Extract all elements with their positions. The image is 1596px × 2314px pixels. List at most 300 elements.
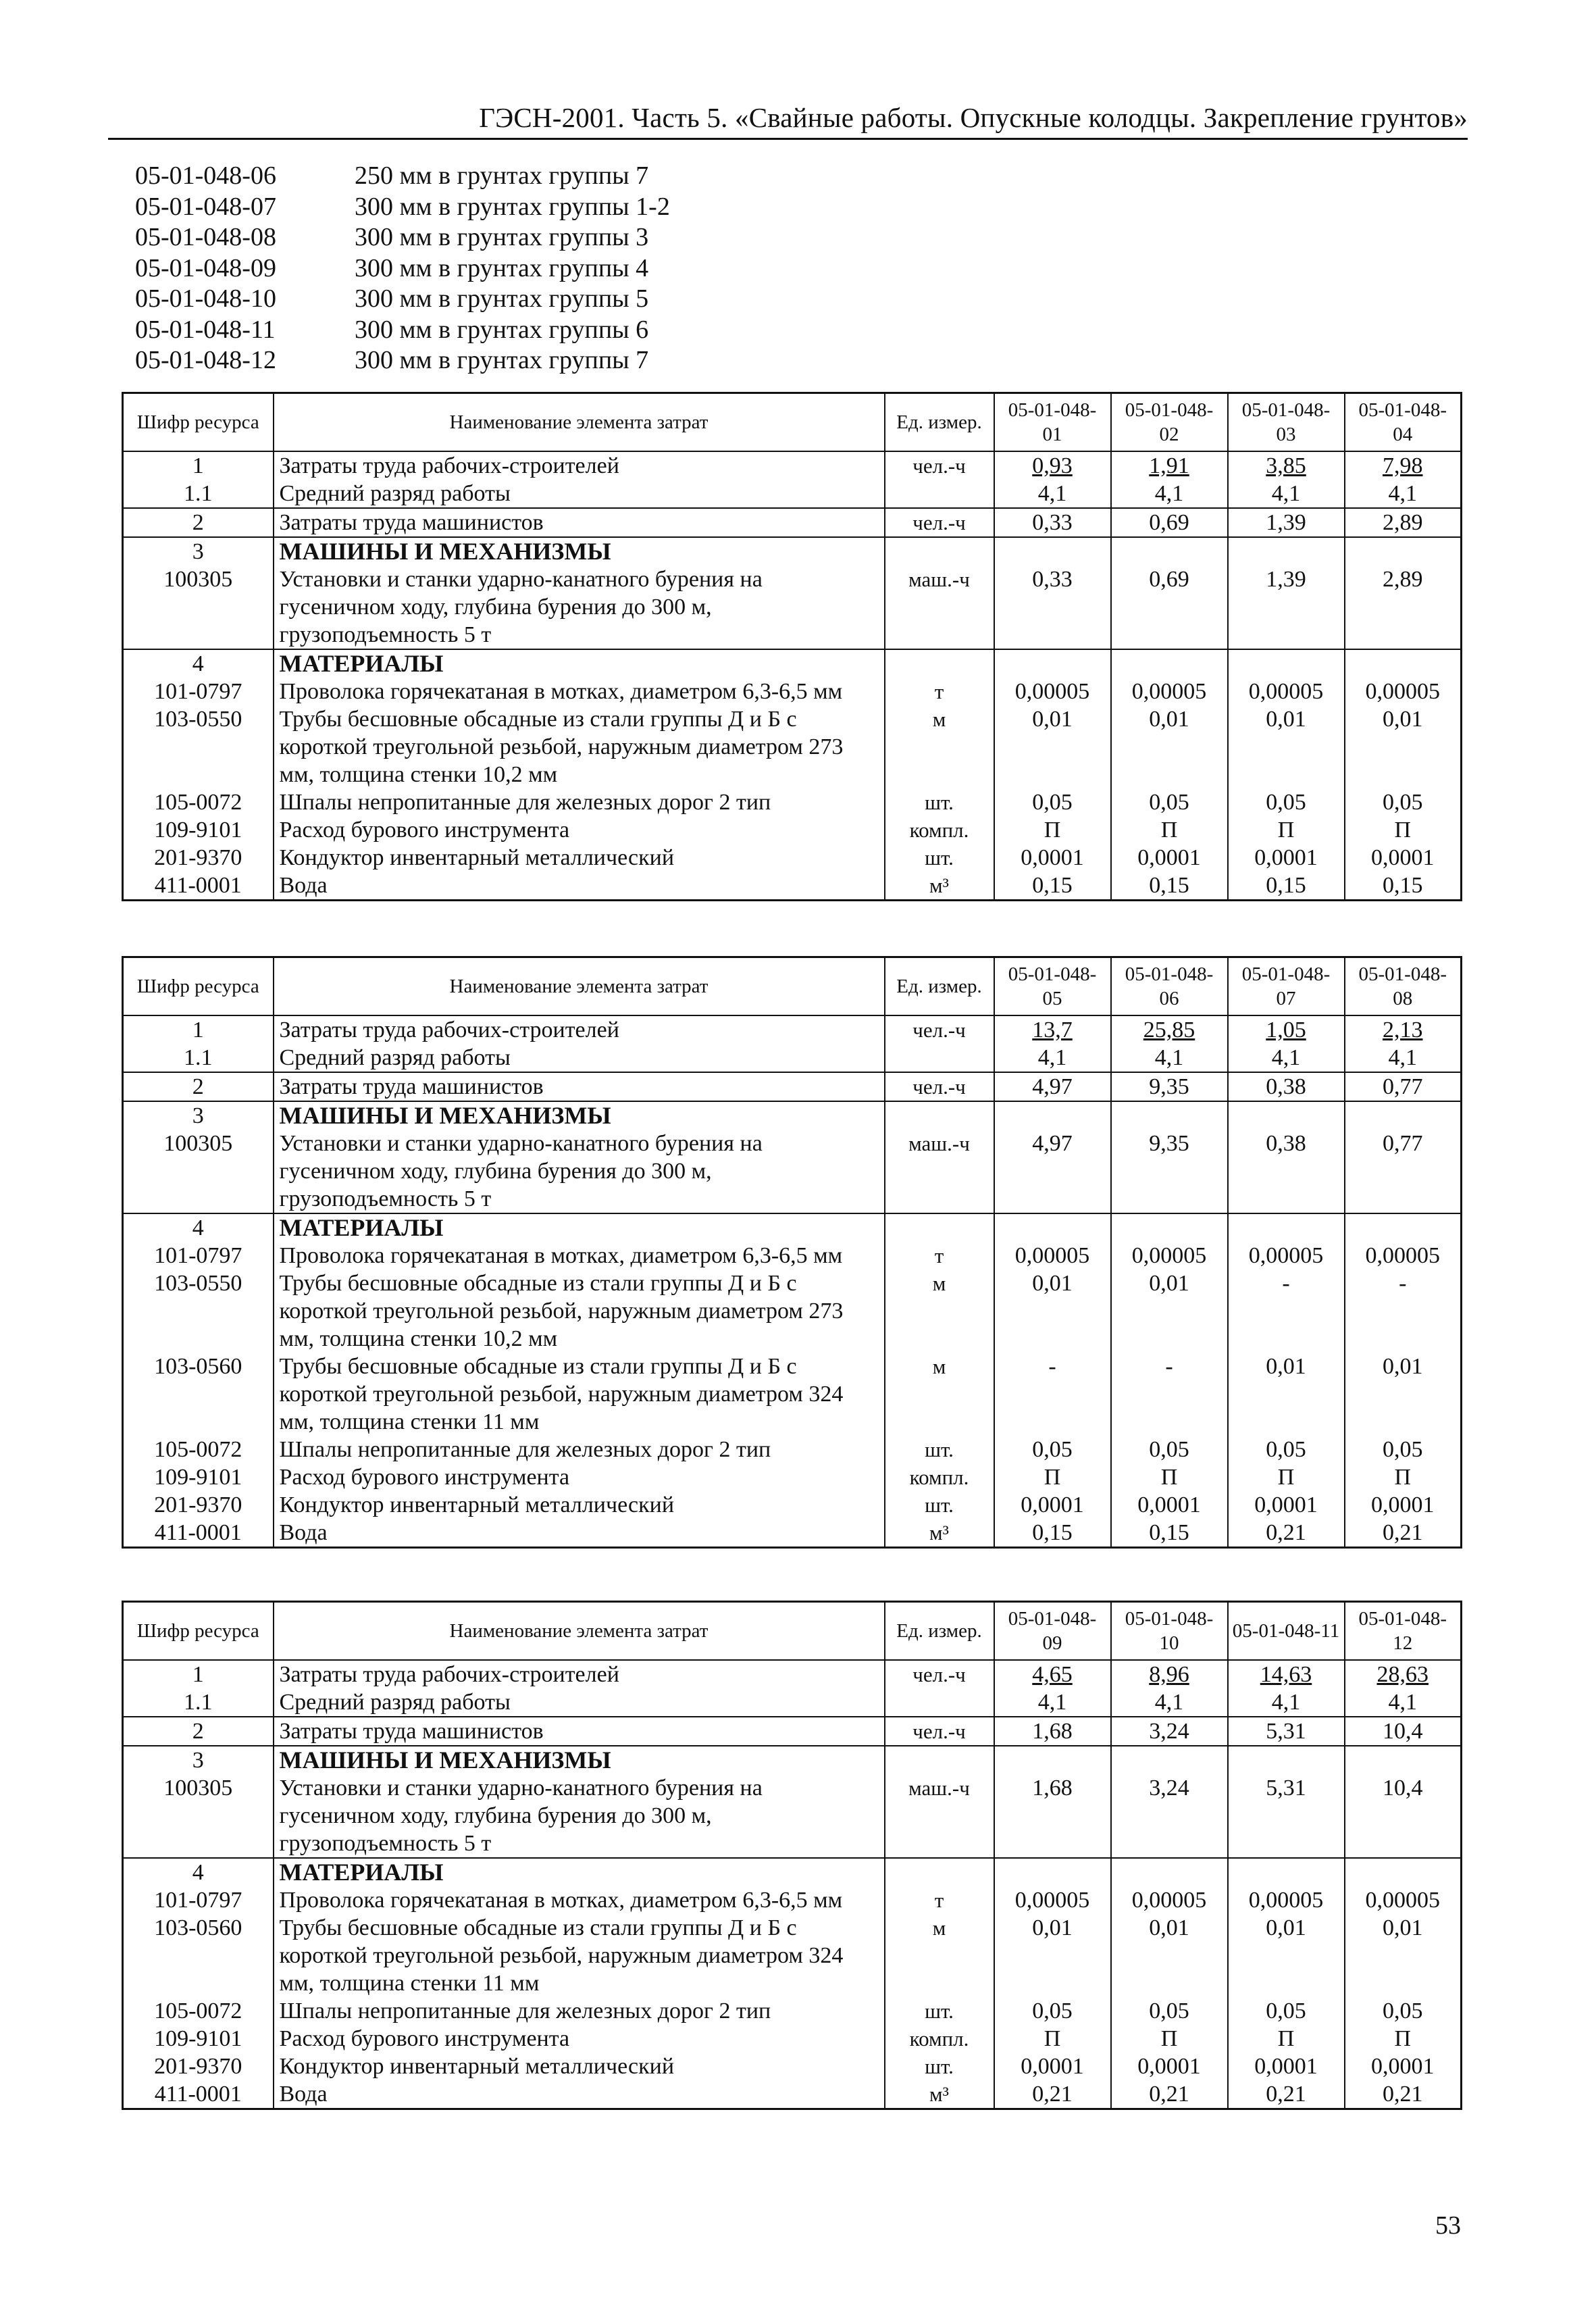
row-value: 0,0001 [1345, 2053, 1462, 2080]
row-name: Трубы бесшовные обсадные из стали группы Д и Б с короткой треугольной резьбой, наружным диаметром 324 мм, толщина стенки 11 мм [274, 1353, 885, 1436]
row-value [994, 1858, 1111, 1886]
row-unit: шт. [885, 844, 994, 872]
row-value: 0,15 [1345, 872, 1462, 901]
row-value: 0,38 [1228, 1130, 1345, 1213]
row-unit: м [885, 1353, 994, 1436]
row-value: П [1345, 816, 1462, 844]
row-value: 0,00005 [1228, 1886, 1345, 1914]
row-value: 0,15 [1228, 872, 1345, 901]
row-unit [885, 1688, 994, 1717]
row-value: П [1228, 1463, 1345, 1491]
row-value [1345, 1101, 1462, 1130]
code-list-item [135, 192, 670, 223]
row-value: 8,96 [1111, 1660, 1228, 1688]
row-value [1111, 1213, 1228, 1242]
row-name: Установки и станки ударно-канатного бурения на гусеничном ходу, глубина бурения до 300 м, грузоподъемность 5 т [274, 565, 885, 649]
row-value: 3,85 [1228, 451, 1345, 480]
row-unit: маш.-ч [885, 565, 994, 649]
row-value: 0,00005 [1111, 678, 1228, 705]
row-value: 0,0001 [1111, 2053, 1228, 2080]
row-value: 0,00005 [994, 678, 1111, 705]
row-value: 4,1 [994, 480, 1111, 508]
row-value: 0,0001 [1228, 1491, 1345, 1519]
table-row [123, 1886, 1462, 1914]
table-row [123, 1491, 1462, 1519]
row-value: - [1345, 1269, 1462, 1353]
table-row [123, 1044, 1462, 1072]
header-cipher: Шифр ресурса [123, 1602, 274, 1661]
row-name: МАШИНЫ И МЕХАНИЗМЫ [274, 1746, 885, 1774]
row-value: 0,01 [994, 705, 1111, 788]
row-code: 100305 [123, 1130, 274, 1213]
table-row [123, 480, 1462, 508]
header-norm-code: 05-01-048-07 [1228, 957, 1345, 1016]
row-value: 2,13 [1345, 1015, 1462, 1044]
row-value: 0,15 [994, 1519, 1111, 1548]
row-name: Шпалы непропитанные для железных дорог 2 тип [274, 1436, 885, 1463]
code-list-desc: 300 мм в грунтах группы 5 [355, 284, 649, 313]
row-unit: шт. [885, 788, 994, 816]
row-value [1345, 1858, 1462, 1886]
row-value: 4,1 [1228, 480, 1345, 508]
row-unit [885, 1746, 994, 1774]
row-value: 0,00005 [1345, 1242, 1462, 1269]
code-list-code: 05-01-048-07 [135, 192, 276, 221]
row-value: 0,05 [1111, 1436, 1228, 1463]
row-unit: шт. [885, 1436, 994, 1463]
table-row [123, 1353, 1462, 1436]
row-value: 10,4 [1345, 1717, 1462, 1746]
header-cipher: Шифр ресурса [123, 957, 274, 1016]
row-name: Затраты труда рабочих-строителей [274, 1015, 885, 1044]
row-unit: м³ [885, 2080, 994, 2109]
row-name: Проволока горячекатаная в мотках, диаметром 6,3-6,5 мм [274, 1886, 885, 1914]
row-value: 0,00005 [1111, 1886, 1228, 1914]
row-value: 4,1 [1345, 480, 1462, 508]
row-value [1228, 1858, 1345, 1886]
row-value: 0,00005 [1345, 678, 1462, 705]
row-value: 14,63 [1228, 1660, 1345, 1688]
row-value: 0,0001 [1228, 844, 1345, 872]
row-value: 0,21 [1228, 1519, 1345, 1548]
row-unit: чел.-ч [885, 1072, 994, 1101]
row-value: 0,05 [1228, 1436, 1345, 1463]
row-value: 0,01 [994, 1914, 1111, 1997]
table-row [123, 2025, 1462, 2053]
row-value: 2,89 [1345, 508, 1462, 537]
table-row [123, 649, 1462, 678]
header-norm-code: 05-01-048-11 [1228, 1602, 1345, 1661]
row-code: 3 [123, 1101, 274, 1130]
row-unit: чел.-ч [885, 451, 994, 480]
row-code: 201-9370 [123, 1491, 274, 1519]
row-value: 1,68 [994, 1774, 1111, 1858]
table-row [123, 1101, 1462, 1130]
table-row [123, 1774, 1462, 1858]
row-value [994, 537, 1111, 565]
row-code: 411-0001 [123, 1519, 274, 1548]
row-code: 4 [123, 649, 274, 678]
row-value: 0,05 [994, 1436, 1111, 1463]
row-value: 0,05 [1228, 1997, 1345, 2025]
row-value: П [1111, 816, 1228, 844]
row-value: 2,89 [1345, 565, 1462, 649]
row-value: 4,1 [1345, 1688, 1462, 1717]
table-row [123, 1717, 1462, 1746]
row-value [1345, 537, 1462, 565]
row-unit [885, 1101, 994, 1130]
table-row [123, 1746, 1462, 1774]
row-value [1345, 649, 1462, 678]
table-row [123, 1242, 1462, 1269]
row-value: 0,21 [1345, 2080, 1462, 2109]
row-value: 0,15 [994, 872, 1111, 901]
row-value: 0,01 [1345, 1914, 1462, 1997]
code-list-desc: 300 мм в грунтах группы 6 [355, 315, 649, 344]
row-value: 0,01 [1111, 1269, 1228, 1353]
code-list-item [135, 345, 670, 376]
row-name: МАТЕРИАЛЫ [274, 649, 885, 678]
row-value: 4,1 [1111, 1044, 1228, 1072]
row-value: 1,39 [1228, 508, 1345, 537]
row-code: 103-0560 [123, 1914, 274, 1997]
row-value: 9,35 [1111, 1130, 1228, 1213]
header-norm-code: 05-01-048-05 [994, 957, 1111, 1016]
row-value [1228, 1213, 1345, 1242]
row-value: 0,77 [1345, 1072, 1462, 1101]
row-name: МАШИНЫ И МЕХАНИЗМЫ [274, 1101, 885, 1130]
row-code: 1.1 [123, 480, 274, 508]
row-name: Затраты труда рабочих-строителей [274, 451, 885, 480]
code-list-item [135, 315, 670, 346]
row-name: Трубы бесшовные обсадные из стали группы Д и Б с короткой треугольной резьбой, наружным диаметром 273 мм, толщина стенки 10,2 мм [274, 1269, 885, 1353]
row-value: 9,35 [1111, 1072, 1228, 1101]
table-row [123, 1463, 1462, 1491]
code-list-desc: 300 мм в грунтах группы 1-2 [355, 192, 670, 221]
row-value: 0,0001 [994, 844, 1111, 872]
row-value: 0,05 [1345, 788, 1462, 816]
row-value: 3,24 [1111, 1717, 1228, 1746]
row-value: 0,21 [1111, 2080, 1228, 2109]
row-unit: чел.-ч [885, 508, 994, 537]
row-unit: м [885, 1269, 994, 1353]
row-value: 0,0001 [994, 1491, 1111, 1519]
row-code: 109-9101 [123, 816, 274, 844]
row-unit [885, 1858, 994, 1886]
header-norm-code: 05-01-048-02 [1111, 393, 1228, 452]
row-value: П [1345, 1463, 1462, 1491]
code-list-code: 05-01-048-08 [135, 223, 276, 251]
row-value: 0,77 [1345, 1130, 1462, 1213]
table-row [123, 537, 1462, 565]
code-list-code: 05-01-048-12 [135, 346, 276, 374]
row-value [994, 1101, 1111, 1130]
row-value: 7,98 [1345, 451, 1462, 480]
header-name: Наименование элемента затрат [274, 1602, 885, 1661]
row-value [1228, 1746, 1345, 1774]
row-value: 0,01 [1228, 1353, 1345, 1436]
row-value: 0,00005 [1228, 1242, 1345, 1269]
resource-table-3 [122, 1601, 1462, 2110]
row-value: 0,0001 [1111, 844, 1228, 872]
row-unit: компл. [885, 1463, 994, 1491]
row-code: 103-0550 [123, 705, 274, 788]
row-value: 0,01 [1111, 705, 1228, 788]
code-list-desc: 300 мм в грунтах группы 3 [355, 223, 649, 251]
table-row [123, 1858, 1462, 1886]
row-value: 0,69 [1111, 565, 1228, 649]
table-row [123, 1914, 1462, 1997]
row-value: 0,33 [994, 508, 1111, 537]
row-code: 3 [123, 1746, 274, 1774]
header-norm-code: 05-01-048-09 [994, 1602, 1111, 1661]
row-value [994, 649, 1111, 678]
row-unit: чел.-ч [885, 1717, 994, 1746]
row-value: 0,05 [994, 788, 1111, 816]
table-row [123, 2053, 1462, 2080]
row-value: 0,01 [1228, 1914, 1345, 1997]
row-value: 0,05 [1111, 788, 1228, 816]
row-value: П [994, 2025, 1111, 2053]
row-code: 2 [123, 508, 274, 537]
row-code: 411-0001 [123, 2080, 274, 2109]
row-value [1111, 1746, 1228, 1774]
table-row [123, 705, 1462, 788]
header-unit: Ед. измер. [885, 1602, 994, 1661]
row-unit: т [885, 678, 994, 705]
row-value: 0,01 [1345, 1353, 1462, 1436]
code-list [135, 161, 670, 376]
row-unit: шт. [885, 1491, 994, 1519]
row-value [1111, 1101, 1228, 1130]
header-unit: Ед. измер. [885, 393, 994, 452]
header-norm-code: 05-01-048-04 [1345, 393, 1462, 452]
row-value: 10,4 [1345, 1774, 1462, 1858]
code-list-desc: 300 мм в грунтах группы 4 [355, 253, 649, 282]
row-value: 5,31 [1228, 1717, 1345, 1746]
row-value: 25,85 [1111, 1015, 1228, 1044]
row-unit: шт. [885, 1997, 994, 2025]
row-code: 101-0797 [123, 1242, 274, 1269]
row-value: 4,1 [1111, 1688, 1228, 1717]
row-name: Средний разряд работы [274, 1044, 885, 1072]
table-row [123, 872, 1462, 901]
row-value: - [1228, 1269, 1345, 1353]
row-value: 0,0001 [1228, 2053, 1345, 2080]
row-value: 0,05 [1228, 788, 1345, 816]
row-code: 103-0560 [123, 1353, 274, 1436]
row-name: Трубы бесшовные обсадные из стали группы Д и Б с короткой треугольной резьбой, наружным диаметром 273 мм, толщина стенки 10,2 мм [274, 705, 885, 788]
row-name: Трубы бесшовные обсадные из стали группы Д и Б с короткой треугольной резьбой, наружным диаметром 324 мм, толщина стенки 11 мм [274, 1914, 885, 1997]
row-value: 4,97 [994, 1072, 1111, 1101]
row-value: 1,05 [1228, 1015, 1345, 1044]
row-code: 2 [123, 1717, 274, 1746]
row-value: 4,1 [1228, 1688, 1345, 1717]
row-name: МАШИНЫ И МЕХАНИЗМЫ [274, 537, 885, 565]
row-value: 0,21 [1228, 2080, 1345, 2109]
code-list-item [135, 161, 670, 192]
row-value: 4,97 [994, 1130, 1111, 1213]
row-code: 201-9370 [123, 2053, 274, 2080]
code-list-desc: 250 мм в грунтах группы 7 [355, 161, 649, 190]
row-value: 0,69 [1111, 508, 1228, 537]
row-value: 0,05 [994, 1997, 1111, 2025]
row-unit: шт. [885, 2053, 994, 2080]
table-row [123, 1519, 1462, 1548]
header-unit: Ед. измер. [885, 957, 994, 1016]
row-code: 103-0550 [123, 1269, 274, 1353]
row-code: 109-9101 [123, 1463, 274, 1491]
row-value: 0,00005 [1228, 678, 1345, 705]
row-value: 0,00005 [994, 1886, 1111, 1914]
row-unit [885, 649, 994, 678]
row-value: 0,0001 [1345, 1491, 1462, 1519]
row-value [994, 1746, 1111, 1774]
row-value: 0,01 [994, 1269, 1111, 1353]
row-value: 0,05 [1111, 1997, 1228, 2025]
row-value: П [1111, 1463, 1228, 1491]
row-value [1345, 1746, 1462, 1774]
header-cipher: Шифр ресурса [123, 393, 274, 452]
row-value: 4,1 [1228, 1044, 1345, 1072]
table-row [123, 1213, 1462, 1242]
row-code: 101-0797 [123, 678, 274, 705]
row-name: Расход бурового инструмента [274, 816, 885, 844]
table-row [123, 1688, 1462, 1717]
row-unit: т [885, 1886, 994, 1914]
row-value: П [1228, 816, 1345, 844]
row-code: 100305 [123, 565, 274, 649]
code-list-code: 05-01-048-09 [135, 253, 276, 282]
row-value: 4,65 [994, 1660, 1111, 1688]
row-value: - [1111, 1353, 1228, 1436]
code-list-code: 05-01-048-11 [135, 315, 276, 344]
row-name: Шпалы непропитанные для железных дорог 2 тип [274, 1997, 885, 2025]
header-norm-code: 05-01-048-08 [1345, 957, 1462, 1016]
row-unit: маш.-ч [885, 1774, 994, 1858]
code-list-code: 05-01-048-06 [135, 161, 276, 190]
table-row [123, 451, 1462, 480]
row-value: 1,68 [994, 1717, 1111, 1746]
row-code: 201-9370 [123, 844, 274, 872]
code-list-item [135, 253, 670, 284]
row-code: 1.1 [123, 1688, 274, 1717]
row-unit: т [885, 1242, 994, 1269]
row-unit: м³ [885, 1519, 994, 1548]
row-value: 0,0001 [1111, 1491, 1228, 1519]
row-value: 0,05 [1345, 1997, 1462, 2025]
row-code: 4 [123, 1858, 274, 1886]
header-norm-code: 05-01-048-12 [1345, 1602, 1462, 1661]
header-norm-code: 05-01-048-01 [994, 393, 1111, 452]
row-value: 0,15 [1111, 872, 1228, 901]
row-code: 411-0001 [123, 872, 274, 901]
row-code: 101-0797 [123, 1886, 274, 1914]
header-norm-code: 05-01-048-03 [1228, 393, 1345, 452]
row-name: Вода [274, 872, 885, 901]
row-unit: чел.-ч [885, 1660, 994, 1688]
row-value: 0,0001 [1345, 844, 1462, 872]
row-code: 4 [123, 1213, 274, 1242]
resource-table-1 [122, 392, 1462, 901]
header-name: Наименование элемента затрат [274, 957, 885, 1016]
table-row [123, 1072, 1462, 1101]
table-row [123, 565, 1462, 649]
row-name: МАТЕРИАЛЫ [274, 1858, 885, 1886]
row-value: 4,1 [994, 1688, 1111, 1717]
table-row [123, 1269, 1462, 1353]
table-row [123, 1436, 1462, 1463]
row-value: 0,01 [1345, 705, 1462, 788]
row-name: Затраты труда машинистов [274, 1072, 885, 1101]
table-row [123, 1015, 1462, 1044]
row-value [1228, 1101, 1345, 1130]
row-unit [885, 480, 994, 508]
row-name: Расход бурового инструмента [274, 2025, 885, 2053]
row-value: 4,1 [1111, 480, 1228, 508]
page-number: 53 [1435, 2211, 1461, 2240]
table-header-row [123, 957, 1462, 1016]
table-row [123, 816, 1462, 844]
row-code: 105-0072 [123, 1436, 274, 1463]
row-value [994, 1213, 1111, 1242]
row-unit: м³ [885, 872, 994, 901]
row-name: Вода [274, 1519, 885, 1548]
row-value [1228, 537, 1345, 565]
row-unit: компл. [885, 2025, 994, 2053]
row-name: Шпалы непропитанные для железных дорог 2 тип [274, 788, 885, 816]
row-unit [885, 537, 994, 565]
row-name: Средний разряд работы [274, 480, 885, 508]
row-value: 3,24 [1111, 1774, 1228, 1858]
table-row [123, 2080, 1462, 2109]
row-value: 0,38 [1228, 1072, 1345, 1101]
table-row [123, 788, 1462, 816]
row-value: 0,15 [1111, 1519, 1228, 1548]
row-name: МАТЕРИАЛЫ [274, 1213, 885, 1242]
row-code: 1 [123, 451, 274, 480]
row-value: 0,93 [994, 451, 1111, 480]
row-value: 0,33 [994, 565, 1111, 649]
row-name: Установки и станки ударно-канатного бурения на гусеничном ходу, глубина бурения до 300 м, грузоподъемность 5 т [274, 1130, 885, 1213]
row-name: Кондуктор инвентарный металлический [274, 844, 885, 872]
table-header-row [123, 393, 1462, 452]
row-value [1111, 1858, 1228, 1886]
row-value: 1,91 [1111, 451, 1228, 480]
row-value: 0,21 [994, 2080, 1111, 2109]
row-value: 4,1 [1345, 1044, 1462, 1072]
row-name: Затраты труда машинистов [274, 508, 885, 537]
table-row [123, 678, 1462, 705]
row-value: - [994, 1353, 1111, 1436]
row-unit [885, 1213, 994, 1242]
row-name: Проволока горячекатаная в мотках, диаметром 6,3-6,5 мм [274, 1242, 885, 1269]
row-code: 2 [123, 1072, 274, 1101]
row-value: 0,00005 [1111, 1242, 1228, 1269]
resource-table-2 [122, 956, 1462, 1549]
row-code: 100305 [123, 1774, 274, 1858]
row-value: 0,05 [1345, 1436, 1462, 1463]
row-value: 13,7 [994, 1015, 1111, 1044]
row-name: Вода [274, 2080, 885, 2109]
row-value: 0,21 [1345, 1519, 1462, 1548]
table-row [123, 1130, 1462, 1213]
row-value [1345, 1213, 1462, 1242]
row-value: П [1345, 2025, 1462, 2053]
row-code: 105-0072 [123, 1997, 274, 2025]
code-list-desc: 300 мм в грунтах группы 7 [355, 346, 649, 374]
code-list-code: 05-01-048-10 [135, 284, 276, 313]
